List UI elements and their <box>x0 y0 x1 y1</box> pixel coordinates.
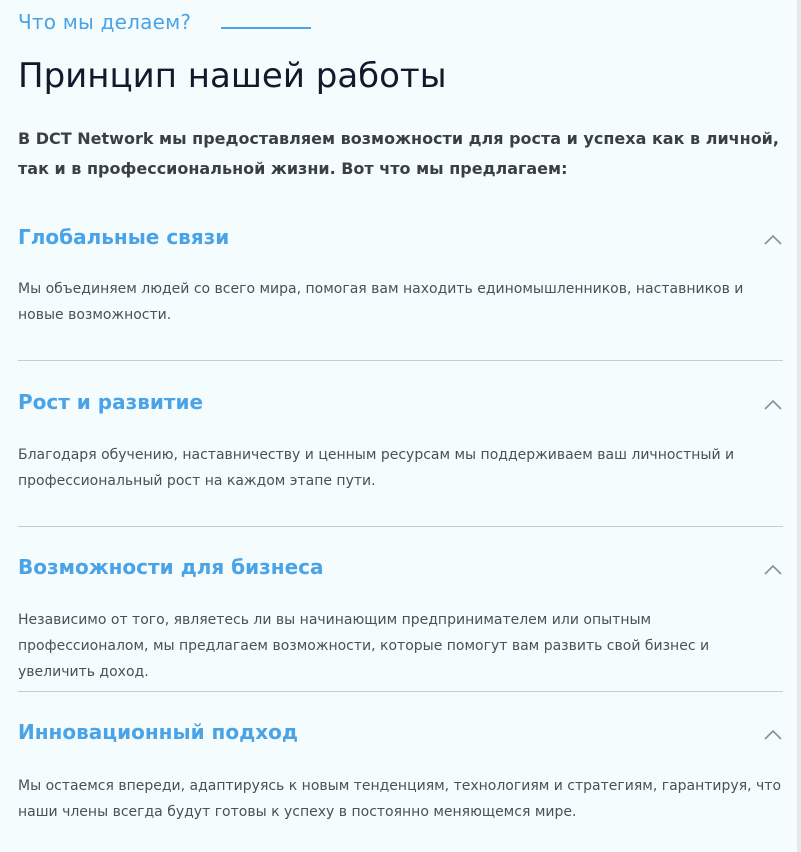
accordion-title: Рост и развитие <box>18 390 204 414</box>
scrollbar[interactable] <box>797 0 801 852</box>
accordion-content: Мы объединяем людей со всего мира, помогая вам находить единомышленников, наставников и новые возможности. <box>18 281 744 323</box>
eyebrow-label: Что мы делаем? <box>18 10 192 34</box>
accordion-content: Благодаря обучению, наставничеству и ценным ресурсам мы поддерживаем ваш личностный и профессиональный рост на каждом этапе пути. <box>18 447 735 489</box>
divider <box>18 360 783 361</box>
chevron-up-icon[interactable] <box>763 727 783 741</box>
chevron-up-icon[interactable] <box>763 562 783 576</box>
accordion-header[interactable] <box>18 387 783 427</box>
accordion-header[interactable] <box>18 222 783 262</box>
section-eyebrow <box>18 8 311 36</box>
accordion-title: Возможности для бизнеса <box>18 555 324 579</box>
eyebrow-underline <box>221 27 311 29</box>
accordion-item-business[interactable] <box>18 552 783 680</box>
divider <box>18 526 783 527</box>
accordion-content: Мы остаемся впереди, адаптируясь к новым тенденциям, технологиям и стратегиям, гарантируя, что наши члены всегда будут готовы к успеху в постоянно меняющемся мире. <box>18 778 782 820</box>
accordion-item-global-connections[interactable] <box>18 222 783 323</box>
accordion-item-growth[interactable] <box>18 387 783 489</box>
accordion-header[interactable] <box>18 552 783 592</box>
page-title: Принцип нашей работы <box>18 56 447 96</box>
accordion-content: Независимо от того, являетесь ли вы начинающим предпринимателем или опытным профессионалом, мы предлагаем возможности, которые помогут вам развить свой бизнес и увеличить доход. <box>18 612 710 680</box>
accordion-title: Инновационный подход <box>18 720 299 744</box>
accordion-title: Глобальные связи <box>18 225 230 249</box>
chevron-up-icon[interactable] <box>763 232 783 246</box>
intro-text: В DCT Network мы предоставляем возможности для роста и успеха как в личной, так и в профессиональной жизни. Вот что мы предлагаем: <box>18 129 779 178</box>
accordion-header[interactable] <box>18 717 783 757</box>
accordion-item-innovation[interactable] <box>18 717 783 820</box>
chevron-up-icon[interactable] <box>763 397 783 411</box>
divider <box>18 691 783 692</box>
